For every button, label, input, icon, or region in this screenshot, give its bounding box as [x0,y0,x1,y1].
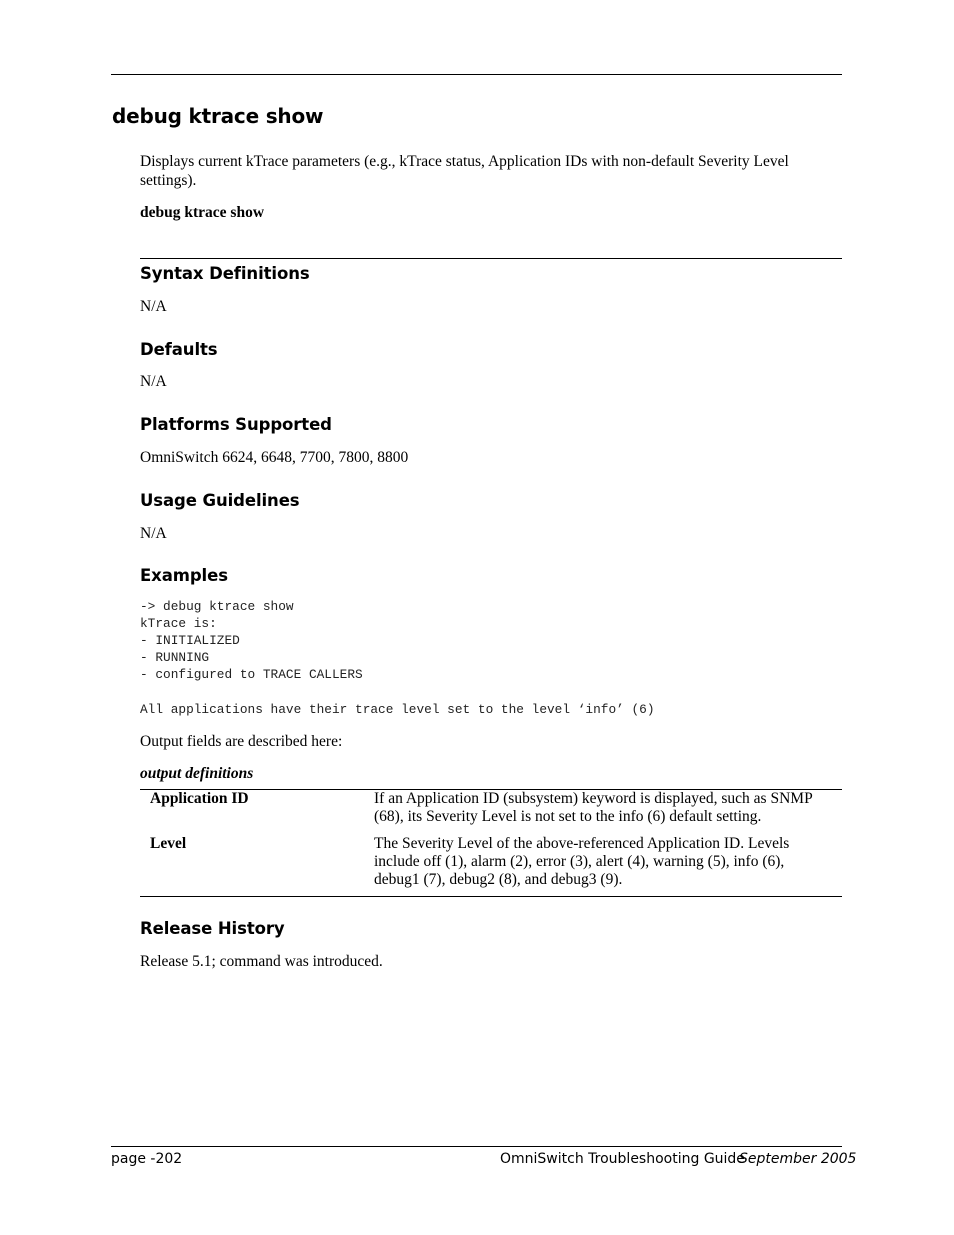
defaults-heading: Defaults [140,340,218,359]
examples-heading: Examples [140,566,228,585]
table-cell-desc: If an Application ID (subsystem) keyword is displayed, such as SNMP (68), its Severity Level is not set to the info (6) default setting. [374,790,813,825]
output-note: Output fields are described here: [140,733,343,750]
top-rule [111,74,842,75]
release-text: Release 5.1; command was introduced. [140,953,383,970]
footer-guide-title: OmniSwitch Troubleshooting Guide [500,1151,745,1167]
section-rule [140,258,842,259]
syntax-definitions-text: N/A [140,298,167,315]
footer-rule [111,1146,842,1147]
command-syntax: debug ktrace show [140,204,265,221]
platforms-text: OmniSwitch 6624, 6648, 7700, 7800, 8800 [140,449,409,466]
platforms-heading: Platforms Supported [140,415,332,434]
usage-text: N/A [140,525,167,542]
code-line: All applications have their trace level set to the level ‘info’ (6) [140,702,655,717]
table-cell-field: Level [150,835,187,852]
table-caption: output definitions [140,765,254,782]
code-line: kTrace is: [140,616,217,631]
syntax-definitions-heading: Syntax Definitions [140,264,310,283]
code-line: - INITIALIZED [140,633,240,648]
release-heading: Release History [140,919,285,938]
table-bottom-rule [140,896,842,897]
table-cell-desc: The Severity Level of the above-referenced Application ID. Levels include off (1), alarm (2), error (3), alert (4), warning (5), info (6), debug1 (7), debug2 (8), and debug3 (9). [374,835,790,888]
footer-date: September 2005 [739,1151,857,1167]
page-title: debug ktrace show [112,104,324,128]
defaults-text: N/A [140,373,167,390]
code-line: -> debug ktrace show [140,599,294,614]
code-line: - configured to TRACE CALLERS [140,667,363,682]
command-description: Displays current kTrace parameters (e.g., kTrace status, Application IDs with non-default Severity Level settings). [140,153,789,189]
usage-heading: Usage Guidelines [140,491,300,510]
table-cell-field: Application ID [150,790,249,807]
code-line: - RUNNING [140,650,210,665]
page-number: page -202 [111,1151,183,1167]
